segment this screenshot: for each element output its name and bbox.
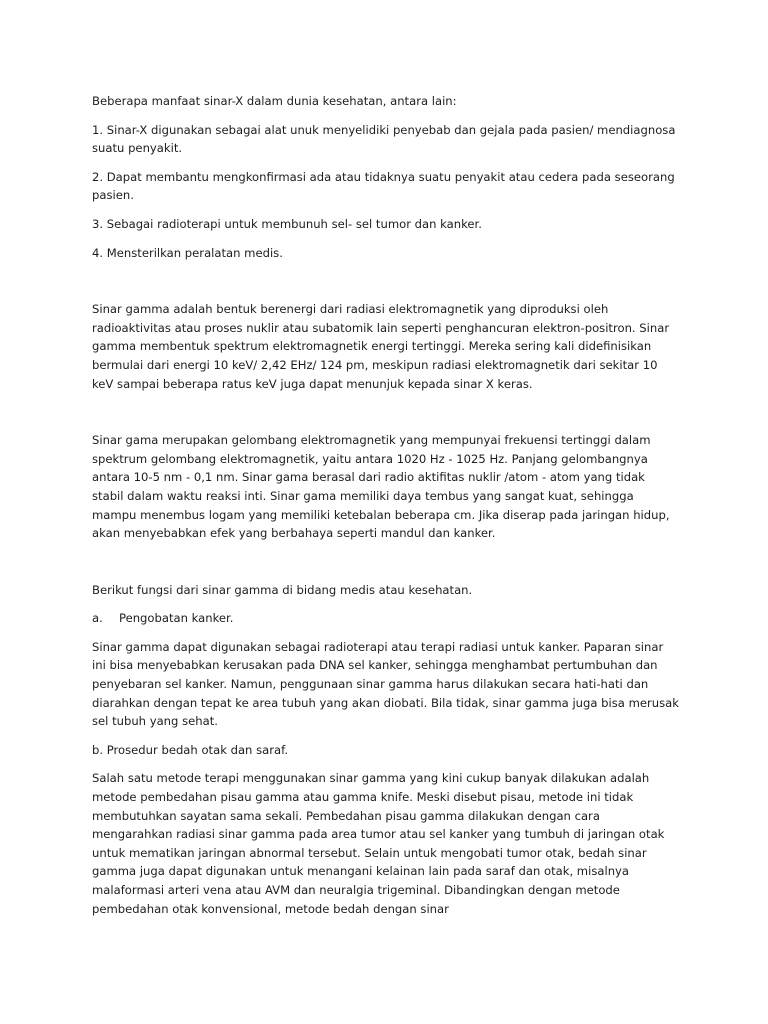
xray-benefit-1: 1. Sinar-X digunakan sebagai alat unuk menyelidiki penyebab dan gejala pada pasien/ mendiagnosa suatu penyakit.	[92, 122, 676, 156]
item-b-title: b. Prosedur bedah otak dan saraf.	[92, 742, 289, 757]
functions-intro: Berikut fungsi dari sinar gamma di bidang medis atau kesehatan.	[92, 582, 473, 597]
xray-benefit-3: 3. Sebagai radioterapi untuk membunuh sel- sel tumor dan kanker.	[92, 216, 482, 231]
xray-benefit-4: 4. Mensterilkan peralatan medis.	[92, 245, 283, 260]
xray-benefit-2: 2. Dapat membantu mengkonfirmasi ada atau tidaknya suatu penyakit atau cedera pada seseorang pasien.	[92, 169, 675, 203]
item-a-text: Sinar gamma dapat digunakan sebagai radioterapi atau terapi radiasi untuk kanker. Paparan sinar ini bisa menyebabkan kerusakan pada DNA sel kanker, sehingga menghambat pertumbuhan dan penyebaran sel kanker. Namun, penggunaan sinar gamma harus dilakukan secara hati-hati dan diarahkan dengan tepat ke area tubuh yang akan diobati. Bila tidak, sinar gamma juga bisa merusak sel tubuh yang sehat.	[92, 639, 679, 729]
xray-intro: Beberapa manfaat sinar-X dalam dunia kesehatan, antara lain:	[92, 94, 457, 108]
gamma-paragraph-2: Sinar gama merupakan gelombang elektromagnetik yang mempunyai frekuensi tertinggi dalam spektrum gelombang elektromagnetik, yaitu antara 1020 Hz - 1025 Hz. Panjang gelombangnya antara 10-5 nm - 0,1 nm. Sinar gama berasal dari radio aktifitas nuklir /atom - atom yang tidak stabil dalam waktu reaksi inti. Sinar gama memiliki daya tembus yang sangat kuat, sehingga mampu menembus logam yang memiliki ketebalan beberapa cm. Jika diserap pada jaringan hidup, akan menyebabkan efek yang berbahaya seperti mandul dan kanker.	[92, 433, 670, 541]
list-marker-a: a.	[92, 611, 103, 626]
item-b-text: Salah satu metode terapi menggunakan sinar gamma yang kini cukup banyak dilakukan adalah metode pembedahan pisau gamma atau gamma knife. Meski disebut pisau, metode ini tidak membutuhkan sayatan sama sekali. Pembedahan pisau gamma dilakukan dengan cara mengarahkan radiasi sinar gamma pada area tumor atau sel kanker yang tumbuh di jaringan otak untuk mematikan jaringan abnormal tersebut. Selain untuk mengobati tumor otak, bedah sinar gamma juga dapat digunakan untuk menangani kelainan lain pada saraf dan otak, misalnya malaformasi arteri vena atau AVM dan neuralgia trigeminal. Dibandingkan dengan metode pembedahan otak konvensional, metode bedah dengan sinar	[92, 771, 665, 916]
list-item-a	[92, 609, 680, 628]
gamma-paragraph-1: Sinar gamma adalah bentuk berenergi dari radiasi elektromagnetik yang diproduksi oleh radioaktivitas atau proses nuklir atau subatomik lain seperti penghancuran elektron-positron. Sinar gamma membentuk spektrum elektromagnetik energi tertinggi. Mereka sering kali didefinisikan bermulai dari energi 10 keV/ 2,42 EHz/ 124 pm, meskipun radiasi elektromagnetik dari sekitar 10 keV sampai beberapa ratus keV juga dapat menunjuk kepada sinar X keras.	[92, 302, 670, 391]
document-body	[92, 92, 680, 918]
item-a-title: Pengobatan kanker.	[119, 611, 234, 626]
